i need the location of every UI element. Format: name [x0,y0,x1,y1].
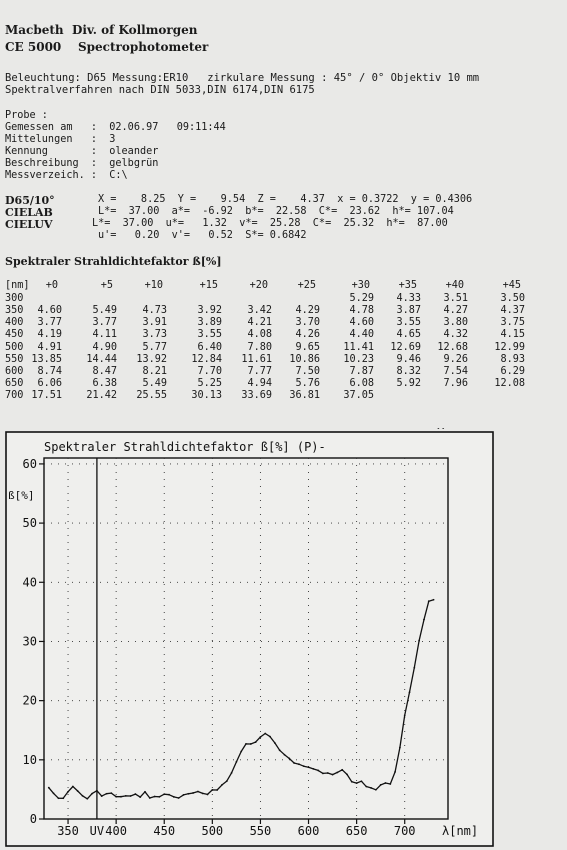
table-cell: 8.93 [500,353,525,365]
data-point [67,791,69,793]
data-point [264,733,266,735]
table-cell: 4.65 [396,329,421,341]
table-cell: 7.80 [247,341,272,353]
data-point [125,795,127,797]
probe-field-separator: : [84,122,110,133]
x-tick-label: 400 [105,824,127,838]
table-cell: 4.60 [349,317,374,329]
spectral-chart [0,428,567,850]
table-cell: 11.61 [241,353,272,365]
data-point [250,743,252,745]
data-point [370,787,372,789]
data-point [235,761,237,763]
data-point [433,599,435,601]
data-point [62,797,64,799]
x-tick-label: 700 [393,824,416,838]
table-cell: 3.70 [295,317,320,329]
data-point [308,766,310,768]
table-cell: 8.74 [37,365,62,377]
table-cell: 12.08 [494,377,525,389]
probe-field-value: 02.06.97 09:11:44 [109,122,226,133]
table-cell: 3.55 [197,329,222,341]
table-cell: 4.27 [443,305,468,317]
x-tick-label: 350 [57,824,79,838]
table-cell: 12.68 [437,341,468,353]
table-cell: 4.29 [295,305,320,317]
table-cell: 4.40 [349,329,374,341]
d65-values: X = 8.25 Y = 9.54 Z = 4.37 x = 0.3722 y = 0.4306 [98,194,473,205]
table-cell: 4.33 [396,293,421,305]
x-tick-label: 550 [249,824,272,838]
data-point [279,749,281,751]
table-cell: 9.65 [295,341,320,353]
probe-field-row [5,122,226,134]
table-cell: 4.15 [500,329,525,341]
table-cell: 8.47 [92,365,117,377]
data-point [216,789,218,791]
table-cell: 3.80 [443,317,468,329]
data-point [139,796,141,798]
table-cell: 3.75 [500,317,525,329]
table-cell: 37.05 [343,389,374,401]
probe-field-row [5,134,226,146]
table-column-header: +5 [100,280,113,291]
table-row-wavelength: 500 [5,341,24,353]
table-cell: 13.85 [31,353,62,365]
data-point [274,742,276,744]
data-point [86,798,88,800]
table-row-wavelength: 600 [5,365,24,377]
table-cell: 7.54 [443,365,468,377]
y-tick-label: 40 [22,575,37,590]
probe-field-separator: : [84,134,110,145]
measurement-conditions: Beleuchtung: D65 Messung:ER10 zirkulare Messung : 45° / 0° Objektiv 10 mm [5,72,480,84]
table-cell: 7.70 [197,365,222,377]
probe-field-separator: : [84,170,110,181]
table-cell: 13.92 [136,353,167,365]
d65-label: D65/10° [5,194,55,207]
data-point [284,754,286,756]
standards-line: Spektralverfahren nach DIN 5033,DIN 6174,DIN 6175 [5,84,315,96]
data-point [231,772,233,774]
table-cell: 4.11 [92,329,117,341]
data-point [115,796,117,798]
probe-field-label: Mittelungen [5,134,85,145]
data-point [341,769,343,771]
probe-title: Probe : [5,110,48,121]
table-cell: 8.21 [142,365,167,377]
instrument-name: CE 5000 Spectrophotometer [5,40,209,54]
chart-title: Spektraler Strahldichtefaktor ß[%] (P)- [44,440,326,454]
table-cell: 7.50 [295,365,320,377]
data-point [53,792,55,794]
probe-field-value: gelbgrün [109,158,159,169]
data-point [101,795,103,797]
table-cell: 4.78 [349,305,374,317]
table-row-wavelength: 550 [5,353,24,365]
data-point [154,796,156,798]
table-cell: 3.92 [197,305,222,317]
table-cell: 4.19 [37,329,62,341]
table-column-header: +45 [502,280,521,291]
probe-field-value: 3 [109,134,116,145]
table-column-header: +0 [45,280,58,291]
table-cell: 4.37 [500,305,525,317]
data-point [221,784,223,786]
data-point [110,792,112,794]
data-point [255,741,257,743]
probe-fields [5,122,226,182]
data-point [312,768,314,770]
data-point [375,789,377,791]
probe-field-separator: : [84,158,110,169]
table-row-wavelength: 700 [5,389,24,401]
data-point [394,771,396,773]
table-cell: 25.55 [136,389,167,401]
table-cell: 36.81 [289,389,320,401]
data-point [317,770,319,772]
table-cell: 9.26 [443,353,468,365]
company-name: Macbeth Div. of Kollmorgen [5,23,198,37]
cieluv-label: CIELUV [5,218,53,231]
table-cell: 3.87 [396,305,421,317]
data-point [327,772,329,774]
data-point [120,796,122,798]
table-row-wavelength: 400 [5,317,24,329]
probe-field-separator: : [84,146,110,157]
table-cell: 10.86 [289,353,320,365]
table-cell: 6.06 [37,377,62,389]
y-tick-label: 0 [29,812,37,826]
data-point [144,791,146,793]
spectral-table [0,280,567,410]
table-cell: 3.91 [142,317,167,329]
data-point [106,793,108,795]
table-cell: 3.77 [37,317,62,329]
data-point [163,793,165,795]
data-point [211,789,213,791]
data-point [240,751,242,753]
table-row-wavelength: 650 [5,377,24,389]
data-point [149,797,151,799]
data-point [346,773,348,775]
data-point [418,640,420,642]
table-cell: 17.51 [31,389,62,401]
table-cell: 3.50 [500,293,525,305]
table-cell: 4.21 [247,317,272,329]
data-point [178,797,180,799]
table-cell: 4.26 [295,329,320,341]
x-tick-label: 650 [345,824,368,838]
table-cell: 33.69 [241,389,272,401]
table-cell: 4.94 [247,377,272,389]
table-column-header: +30 [351,280,370,291]
x-tick-label: 500 [201,824,224,838]
data-point [91,793,93,795]
data-point [226,780,228,782]
table-cell: 5.92 [396,377,421,389]
table-cell: 21.42 [86,389,117,401]
probe-field-label: Gemessen am [5,122,85,133]
probe-field-label: Messverzeich. [5,170,85,181]
table-cell: 5.29 [349,293,374,305]
table-cell: 3.73 [142,329,167,341]
table-cell: 5.77 [142,341,167,353]
table-cell: 4.90 [92,341,117,353]
x-tick-label: 450 [153,824,176,838]
data-point [413,667,415,669]
table-cell: 8.32 [396,365,421,377]
table-cell: 5.25 [197,377,222,389]
table-cell: 12.84 [191,353,222,365]
uv-values: u'= 0.20 v'= 0.52 S*= 0.6842 [98,230,307,241]
data-point [245,743,247,745]
y-tick-label: 30 [22,634,37,649]
table-cell: 6.38 [92,377,117,389]
data-point [437,428,439,429]
data-point [351,781,353,783]
data-point [442,428,444,429]
data-point [58,797,60,799]
cielab-label: CIELAB [5,206,53,219]
probe-field-row [5,158,226,170]
table-column-header: +25 [297,280,316,291]
data-point [365,786,367,788]
data-point [389,783,391,785]
x-axis-label: λ[nm] [442,824,479,838]
table-cell: 4.73 [142,305,167,317]
y-tick-label: 50 [22,516,37,531]
data-point [361,780,363,782]
data-point [134,793,136,795]
data-point [269,736,271,738]
data-point [322,773,324,775]
cielab-values: L*= 37.00 a*= -6.92 b*= 22.58 C*= 23.62 h*= 107.04 [98,206,454,217]
data-point [187,793,189,795]
table-column-header: +35 [398,280,417,291]
table-unit-header: [nm] [5,280,30,291]
table-cell: 14.44 [86,353,117,365]
table-cell: 12.69 [390,341,421,353]
data-point [260,736,262,738]
table-cell: 30.13 [191,389,222,401]
data-point [399,747,401,749]
table-column-header: +40 [445,280,464,291]
data-point [207,794,209,796]
table-cell: 5.76 [295,377,320,389]
data-point [356,782,358,784]
table-column-header: +10 [144,280,163,291]
table-cell: 7.96 [443,377,468,389]
data-point [336,772,338,774]
data-point [380,784,382,786]
table-cell: 12.99 [494,341,525,353]
data-point [202,793,204,795]
table-row-wavelength: 350 [5,305,24,317]
y-tick-label: 20 [22,693,37,708]
data-point [192,792,194,794]
table-cell: 7.77 [247,365,272,377]
data-point [159,796,161,798]
y-axis-label: ß[%] [8,489,35,502]
y-tick-label: 10 [22,752,37,767]
data-point [197,791,199,793]
data-point [173,796,175,798]
table-cell: 6.29 [500,365,525,377]
probe-field-label: Kennung [5,146,85,157]
table-cell: 5.49 [142,377,167,389]
data-point [423,619,425,621]
table-cell: 4.91 [37,341,62,353]
data-point [183,794,185,796]
y-tick-label: 60 [22,456,37,471]
data-point [298,763,300,765]
table-row-wavelength: 450 [5,329,24,341]
data-point [303,765,305,767]
probe-field-row [5,170,226,182]
probe-field-row [5,146,226,158]
table-cell: 5.49 [92,305,117,317]
data-point [72,786,74,788]
table-cell: 3.77 [92,317,117,329]
data-point [404,714,406,716]
data-point [409,691,411,693]
uv-label: UV [89,824,105,838]
table-cell: 3.51 [443,293,468,305]
table-title: Spektraler Strahldichtefaktor ß[%] [5,255,222,268]
table-column-header: +20 [249,280,268,291]
table-cell: 3.42 [247,305,272,317]
table-cell: 4.08 [247,329,272,341]
table-cell: 4.32 [443,329,468,341]
data-point [48,787,50,789]
table-cell: 6.08 [349,377,374,389]
data-point [293,762,295,764]
data-point [332,774,334,776]
table-cell: 3.89 [197,317,222,329]
probe-field-label: Beschreibung [5,158,85,169]
table-cell: 6.40 [197,341,222,353]
table-column-header: +15 [199,280,218,291]
data-point [130,795,132,797]
data-point [168,794,170,796]
probe-field-value: oleander [109,146,159,157]
data-point [77,790,79,792]
data-point [428,600,430,602]
probe-field-value: C:\ [109,170,128,181]
table-cell: 10.23 [343,353,374,365]
table-cell: 9.46 [396,353,421,365]
cieluv-values: L*= 37.00 u*= 1.32 v*= 25.28 C*= 25.32 h*= 87.00 [92,218,448,229]
data-point [385,782,387,784]
x-tick-label: 600 [297,824,320,838]
table-cell: 7.87 [349,365,374,377]
data-point [288,758,290,760]
table-cell: 3.55 [396,317,421,329]
table-cell: 4.60 [37,305,62,317]
table-row-wavelength: 300 [5,293,24,305]
table-cell: 11.41 [343,341,374,353]
data-point [96,790,98,792]
data-point [82,795,84,797]
